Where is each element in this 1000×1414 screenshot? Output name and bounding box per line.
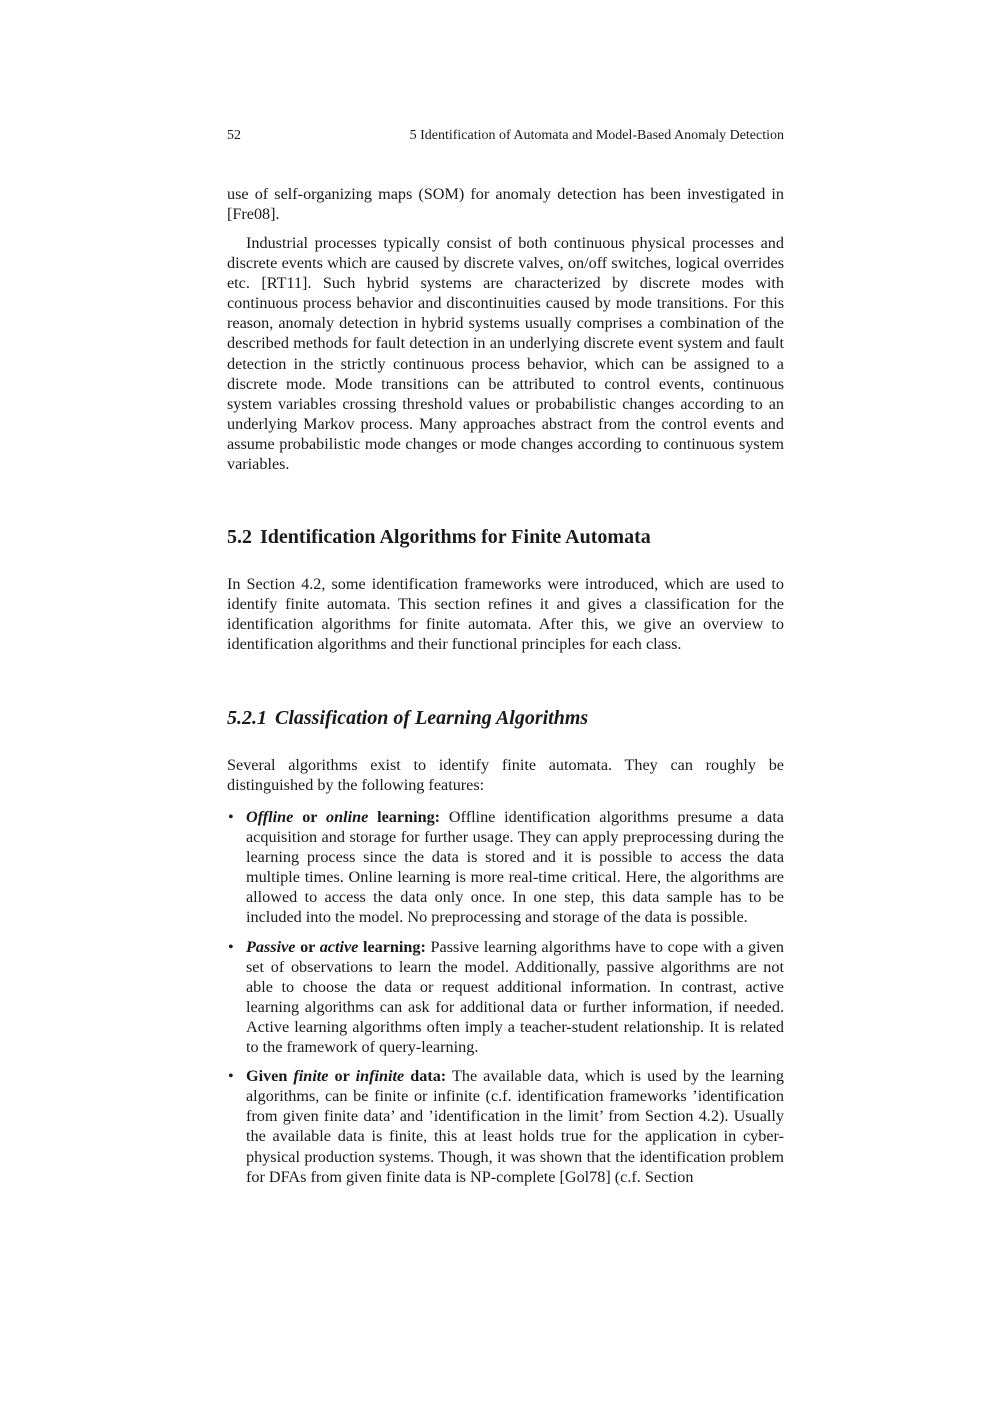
running-title: 5 Identification of Automata and Model-Based Anomaly Detection	[409, 128, 784, 143]
paragraph-text: Industrial processes typically consist of both continuous physical processes and discrete events which are caused by discrete valves, on/off switches, logical overrides etc. [RT11]. Such hybrid systems are characterized by discrete modes with continuous process behavior and discontinuities caused by mode transitions. For this reason, anomaly detection in hybrid systems usually comprises a combination of the described methods for fault detection in an underlying discrete event system and fault detection in the strictly continuous process behavior, which can be assigned to a discrete mode. Mode transitions can be attributed to control events, continuous system variables crossing threshold values or probabilistic changes according to an underlying Markov process. Many approaches abstract from the control events and assume probabilistic mode changes or mode changes according to continuous system variables.	[227, 234, 784, 474]
bullet-icon: •	[228, 937, 234, 956]
subsection-title: Classification of Learning Algorithms	[275, 707, 589, 729]
list-item-finite-infinite	[227, 1066, 784, 1187]
term-connector: or	[293, 808, 327, 826]
section-title: Identification Algorithms for Finite Automata	[260, 526, 651, 548]
paragraph-text: Several algorithms exist to identify finite automata. They can roughly be distinguished by the following features:	[227, 756, 784, 795]
list-item-text: Offline identification algorithms presume a data acquisition and storage for further usage. They can apply preprocessing during the learning process since the data is stored and it is possible to access the data multiple times. Online learning is more real-time critical. Here, the algorithms are allowed to access the data only once. In one step, this data sample has to be included into the model. No preprocessing and storage of the data is possible.	[246, 808, 784, 927]
section-number: 5.2	[227, 526, 252, 548]
paragraph-text: In Section 4.2, some identification frameworks were introduced, which are used to identify finite automata. This section refines it and gives a classification for the identification algorithms for finite automata. After this, we give an overview to identification algorithms and their functional principles for each class.	[227, 575, 784, 654]
term-passive: Passive	[246, 937, 296, 956]
list-item-text: Passive learning algorithms have to cope with a given set of observations to learn the model. Additionally, passive algorithms are not able to choose the data or request additional information. In contrast, active learning algorithms can ask for additional data or further information, if needed. Active learning algorithms often imply a teacher-student relationship. It is related to the framework of query-learning.	[246, 937, 784, 1057]
subsection-number: 5.2.1	[227, 707, 267, 729]
bullet-icon: •	[228, 808, 234, 826]
paragraph-som	[227, 184, 784, 224]
bullet-icon: •	[228, 1067, 234, 1086]
term-offline: Offline	[246, 808, 294, 826]
paragraph-hybrid-systems	[227, 233, 784, 474]
term-connector: or	[295, 937, 320, 956]
term-suffix: learning:	[368, 808, 441, 826]
term-active: active	[319, 937, 359, 956]
term-finite: finite	[293, 1067, 329, 1086]
feature-list	[227, 807, 784, 1187]
term-suffix: learning:	[358, 937, 426, 956]
term-infinite: infinite	[355, 1067, 405, 1086]
term-connector: or	[328, 1067, 356, 1086]
term-online: online	[326, 808, 369, 826]
paragraph-features-intro	[227, 755, 784, 795]
list-item-text: The available data, which is used by the learning algorithms, can be finite or infinite (c.f. identification frameworks ’identification from given finite data’ and ’identification in the limit’ from Section 4.2). Usually the available data is finite, this at least holds true for the application in cyber-physical production systems. Though, it was shown that the identification problem for DFAs from given finite data is NP-complete [Gol78] (c.f. Section	[246, 1067, 784, 1186]
list-item-offline-online	[227, 807, 784, 928]
list-item-passive-active	[227, 937, 784, 1058]
page-number: 52	[227, 128, 241, 143]
term-prefix: Given	[246, 1067, 294, 1086]
subsection-heading-5-2-1	[227, 706, 827, 730]
paragraph-section-intro	[227, 574, 784, 654]
section-heading-5-2	[227, 525, 827, 549]
term-suffix: data:	[404, 1067, 447, 1086]
paragraph-text: use of self-organizing maps (SOM) for anomaly detection has been investigated in [Fre08].	[227, 185, 784, 224]
